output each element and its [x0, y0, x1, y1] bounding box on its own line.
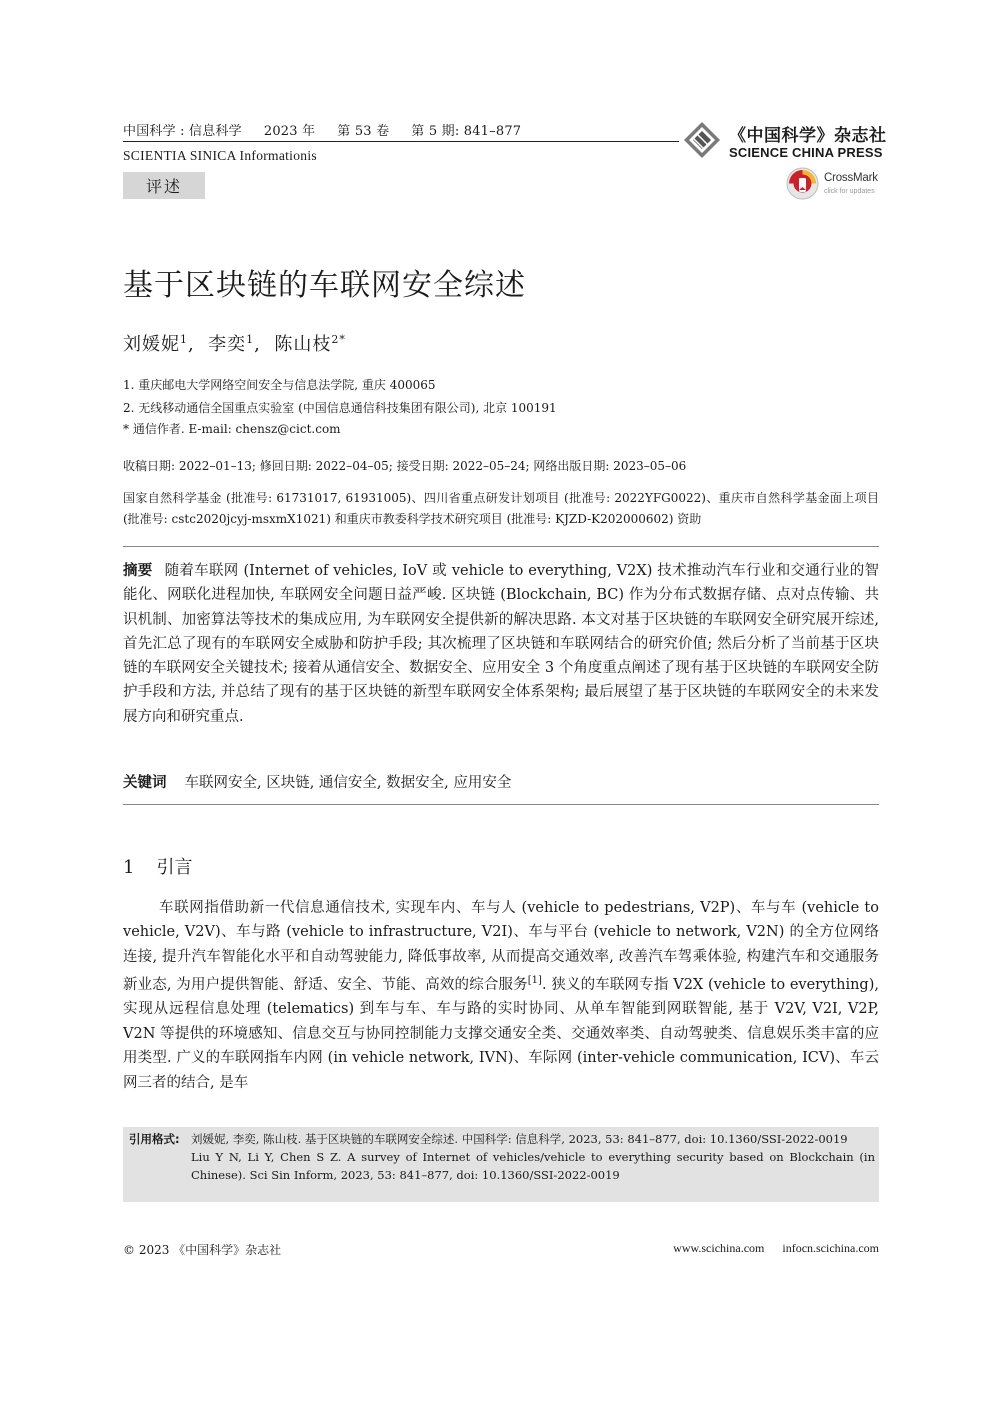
abstract-label: 摘要 [123, 563, 153, 579]
body-text-part: . 狭义的车联网专指 V2X (vehicle to everything), 实现从远程信息处理 (telematics) 到车与车、车与路的实时协同、从单车智能到网联智能, 基于 V2V, V2I, V2P, V2N 等提供的环境感知、信息交互与协同控制能力支撑交通安全类、交通效率类、自动驾驶类、信息娱乐类丰富的应用类型. 广义的车联网指车内网 (in vehicle network, IVN)、车际网 (inter-vehicle communication, ICV)、车云网三者的结合, 是车 [123, 977, 879, 1091]
affiliation: 1. 重庆邮电大学网络空间安全与信息法学院, 重庆 400065 [123, 378, 436, 392]
paper-title: 基于区块链的车联网安全综述 [123, 268, 526, 303]
footer-links [673, 1241, 879, 1256]
citation-cn: 刘媛妮, 李奕, 陈山枝. 基于区块链的车联网安全综述. 中国科学: 信息科学, 2023, 53: 841–877, doi: 10.1360/SSI-2022-0019 [191, 1132, 848, 1146]
site-link[interactable]: www.scichina.com [673, 1241, 765, 1255]
author-name: 李奕 [208, 334, 247, 355]
abstract-text: 随着车联网 (Internet of vehicles, IoV 或 vehicle to everything, V2X) 技术推动汽车行业和交通行业的智能化、网联化进程加快, 车联网安全问题日益严峻. 区块链 (Blockchain, BC) 作为分布式数据存储、点对点传输、共识机制、加密算法等技术的集成应用, 为车联网安全提供新的解决思路. 本文对基于区块链的车联网安全研究展开综述, 首先汇总了现有的车联网安全威胁和防护手段; 其次梳理了区块链和车联网结合的研究价值; 然后分析了当前基于区块链的车联网安全关键技术; 接着从通信安全、数据安全、应用安全 3 个角度重点阐述了现有基于区块链的车联网安全防护手段和方法, 并总结了现有的基于区块链的新型车联网安全体系架构; 最后展望了基于区块链的车联网安全的未来发展方向和研究重点. [123, 563, 879, 725]
publisher-name-cn: 《中国科学》杂志社 [729, 126, 887, 146]
author-affil-mark: 1 [246, 333, 255, 346]
author-affil-mark: 2* [331, 333, 346, 346]
article-type-badge: 评述 [123, 172, 205, 199]
citation-ref[interactable]: [1] [527, 975, 542, 987]
body-text-part: 车联网指借助新一代信息通信技术, 实现车内、车与人 (vehicle to pedestrians, V2P)、车与车 (vehicle to vehicle, V2V)、车与路 (vehicle to infrastructure, V2I)、车与平台 (vehicle to network, V2N) 的全方位网络连接, 提升汽车智能化水平和自动驾驶能力, 降低事故率, 从而提高交通效率, 改善汽车驾乘体验, 构建汽车和交通服务新业态, 为用户提供智能、舒适、安全、节能、高效的综合服务 [123, 900, 879, 994]
keywords-text: 车联网安全, 区块链, 通信安全, 数据安全, 应用安全 [184, 775, 512, 791]
keywords [123, 771, 511, 792]
citation-label: 引用格式: [129, 1132, 180, 1146]
citation-box [123, 1127, 879, 1202]
crossmark-title: CrossMark [824, 172, 878, 184]
section-title: 引言 [156, 857, 193, 878]
journal-year: 2023 年 [263, 124, 316, 139]
corresponding-author: * 通信作者. E-mail: chensz@cict.com [123, 422, 341, 436]
site-link[interactable]: infocn.scichina.com [782, 1241, 879, 1255]
body-paragraph [123, 896, 879, 1095]
journal-name-en: SCIENTIA SINICA Informationis [123, 148, 317, 163]
author-name: 刘媛妮 [123, 334, 180, 355]
affiliation: 2. 无线移动通信全国重点实验室 (中国信息通信科技集团有限公司), 北京 100191 [123, 401, 557, 415]
copyright: © 2023 《中国科学》杂志社 [123, 1243, 282, 1257]
section-heading [123, 853, 192, 879]
abstract-top-rule [123, 546, 879, 547]
crossmark-subtitle: click for updates [824, 188, 875, 195]
journal-name-cn: 中国科学 : 信息科学 [123, 124, 242, 139]
citation-text [191, 1130, 875, 1184]
journal-header [123, 120, 543, 139]
publisher-diamond-icon [683, 121, 721, 159]
section-number: 1 [123, 857, 135, 878]
citation-en: Liu Y N, Li Y, Chen S Z. A survey of Internet of vehicles/vehicle to everything security based on Blockchain (in Chinese). Sci Sin Inform, 2023, 53: 841–877, doi: 10.1360/SSI-2022-0019 [191, 1150, 875, 1182]
abstract-bottom-rule [123, 804, 879, 805]
crossmark-icon [786, 167, 819, 200]
author-name: 陈山枝 [274, 334, 332, 355]
funding-note: 国家自然科学基金 (批准号: 61731017, 61931005)、四川省重点研发计划项目 (批准号: 2022YFG0022)、重庆市自然科学基金面上项目 (批准号: cstc2020jcyj-msxmX1021) 和重庆市教委科学技术研究项目 (批准号: KJZD-K202000602) 资助 [123, 491, 879, 526]
publication-dates: 收稿日期: 2022–01–13; 修回日期: 2022–04–05; 接受日期: 2022–05–24; 网络出版日期: 2023–05–06 [123, 459, 687, 473]
publisher-logo [683, 121, 887, 165]
author-affil-mark: 1 [180, 333, 188, 346]
keywords-label: 关键词 [123, 775, 167, 791]
crossmark-badge[interactable] [786, 167, 886, 203]
publisher-name-en: SCIENCE CHINA PRESS [729, 145, 883, 160]
journal-issue-pages: 第 5 期: 841–877 [411, 124, 522, 139]
header-rule [123, 141, 679, 142]
journal-volume: 第 53 卷 [337, 124, 390, 139]
author-list: 刘媛妮$^1$, 李奕$^1$, 陈山枝$^{2*}$ [123, 333, 346, 355]
abstract [123, 559, 879, 729]
